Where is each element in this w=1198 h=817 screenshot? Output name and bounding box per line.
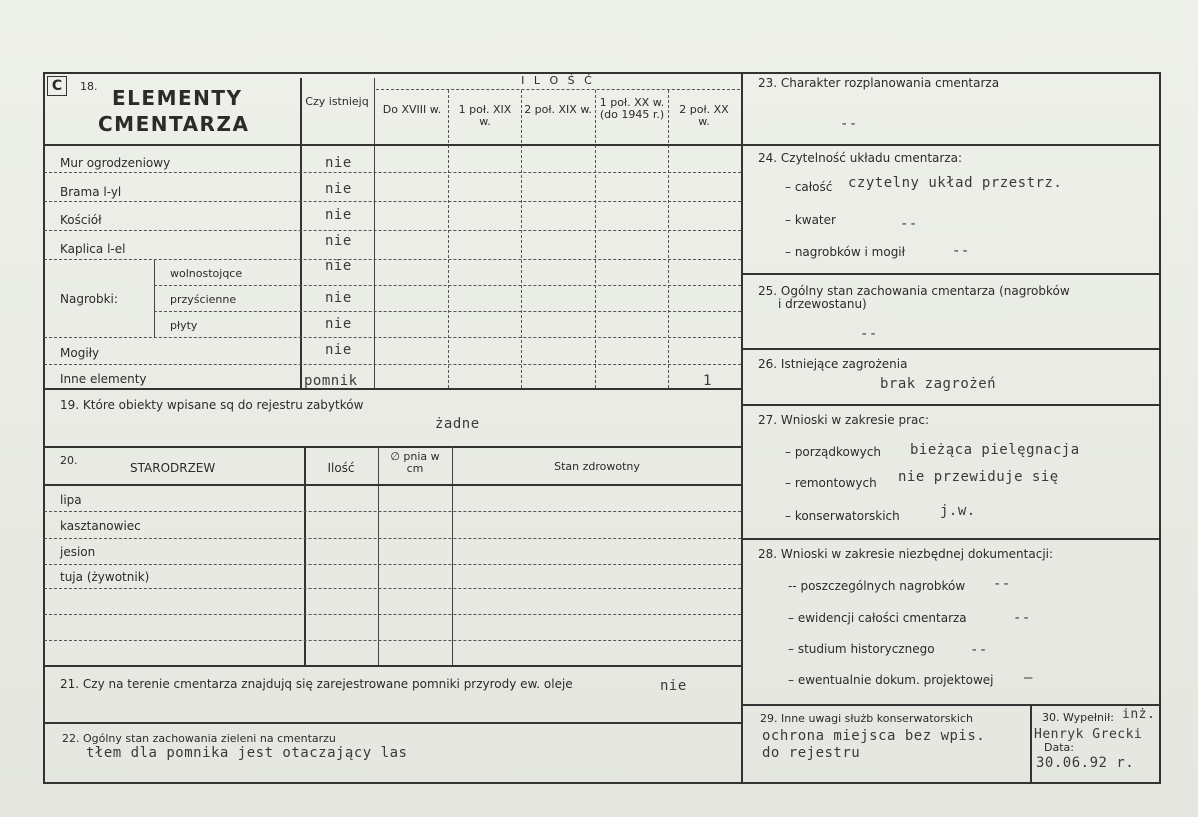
divider-nagrobki [154, 259, 155, 337]
section27-kons-label: – konserwatorskich [785, 509, 900, 523]
section29-value-line2: do rejestru [762, 745, 861, 761]
section27-porz-value: bieżąca pielęgnacja [910, 442, 1080, 458]
section28-item-2-value: -- [1013, 610, 1031, 626]
row-label-nagrobki: Nagrobki: [60, 292, 118, 306]
col-do-xviii: Do XVIII w. [382, 103, 442, 116]
section21-label: 21. Czy na terenie cmentarza znajdujq się zarejestrowane pomniki przyrody ew. oleje [60, 677, 573, 691]
section19-value: żadne [435, 416, 480, 432]
section27-porz-label: – porządkowych [785, 445, 881, 459]
section24-label: 24. Czytelność układu cmentarza: [758, 151, 963, 165]
divider-col-ilosc [374, 78, 375, 388]
row-rule [154, 285, 741, 286]
section20-number: 20. [60, 454, 78, 467]
row-rule [44, 337, 741, 338]
section24-nagrobkow-value: -- [952, 243, 970, 259]
section20-divider-1 [304, 446, 306, 665]
row-rule [44, 640, 741, 641]
section20-col-pnia: ∅ pnia w cm [390, 450, 440, 475]
section25-label-line2: i drzewostanu) [778, 297, 867, 311]
section25-label-line1: 25. Ogólny stan zachowania cmentarza (nagrobków [758, 284, 1070, 298]
section28-item-3-value: -- [970, 642, 988, 658]
value-inne: pomnik [304, 373, 358, 389]
section21-bottom-rule [44, 722, 741, 724]
section28-item-3-label: – studium historycznego [788, 642, 935, 656]
section20-col-ilosc: Ilość [327, 461, 355, 475]
section20-divider-3 [452, 446, 453, 665]
section23-bottom-rule [741, 144, 1160, 146]
section28-item-1-label: -- poszczególnych nagrobków [788, 579, 966, 593]
section27-kons-value: j.w. [940, 503, 976, 519]
section18-bottom-rule [44, 388, 741, 390]
row-rule [44, 564, 741, 565]
section18-title-line1: ELEMENTY [112, 86, 243, 110]
value-mur: nie [325, 155, 352, 171]
row-label-mur: Mur ogrodzeniowy [60, 156, 171, 170]
section25-value: -- [860, 326, 878, 342]
tree-row-tuja: tuja (żywotnik) [60, 570, 150, 584]
section21-value: nie [660, 678, 687, 694]
section20-header-rule [44, 484, 741, 486]
value-kosciol: nie [325, 207, 352, 223]
section19-bottom-rule [44, 446, 741, 448]
divider-col-czy [300, 78, 302, 388]
section-letter-box [47, 76, 67, 96]
col-2pol-xx: 2 poł. XX w. [679, 103, 729, 128]
divider-ilosc-2 [521, 90, 522, 388]
row-rule [44, 588, 741, 589]
section30-label: 30. Wypełnił: [1042, 711, 1114, 724]
row-label-inne: Inne elementy [60, 372, 147, 386]
col-1pol-xix: 1 poł. XIX w. [458, 103, 512, 128]
section24-calosc-value: czytelny układ przestrz. [848, 175, 1063, 191]
section-letter: C [51, 78, 63, 94]
row-label-plyty: płyty [170, 319, 198, 332]
section26-bottom-rule [741, 404, 1160, 406]
ilosc-header-rule [376, 89, 740, 90]
value-przyscienne: nie [325, 290, 352, 306]
row-label-kosciol: Kościół [60, 213, 102, 227]
section28-item-2-label: – ewidencji całości cmentarza [788, 611, 967, 625]
section24-kwater-value: -- [900, 216, 918, 232]
row-rule [44, 201, 741, 202]
section20-col-stan: Stan zdrowotny [554, 460, 640, 473]
section26-label: 26. Istniejące zagrożenia [758, 357, 908, 371]
row-rule [44, 230, 741, 231]
row-label-przyscienne: przyścienne [170, 293, 237, 306]
tree-row-lipa: lipa [60, 493, 82, 507]
section24-nagrobkow-label: – nagrobków i mogił [785, 245, 906, 259]
section25-bottom-rule [741, 348, 1160, 350]
col-1pol-xx: 1 poł. XX w. (do 1945 r.) [599, 96, 665, 121]
value-kaplica: nie [325, 233, 352, 249]
row-label-mogily: Mogiły [60, 346, 100, 360]
section22-label: 22. Ogólny stan zachowania zieleni na cmentarzu [62, 732, 336, 745]
divider-ilosc-4 [668, 90, 669, 388]
section28-label: 28. Wnioski w zakresie niezbędnej dokumentacji: [758, 547, 1054, 561]
section29-label: 29. Inne uwagi służb konserwatorskich [760, 712, 973, 725]
tree-row-jesion: jesion [60, 545, 96, 559]
row-rule [154, 311, 741, 312]
section22-value: tłem dla pomnika jest otaczający las [86, 745, 408, 761]
section28-bottom-rule [741, 704, 1160, 706]
section28-item-4-value: — [1024, 670, 1033, 686]
value-wolnostojace: nie [325, 258, 352, 274]
ilosc-header: I L O Ś Ć [521, 74, 595, 87]
row-label-brama: Brama l-yl [60, 185, 122, 199]
row-label-kaplica: Kaplica l-el [60, 242, 126, 256]
section27-rem-label: – remontowych [785, 476, 877, 490]
section24-kwater-label: – kwater [785, 213, 836, 227]
section19-label: 19. Które obiekty wpisane sq do rejestru zabytków [60, 398, 364, 412]
divider-main [741, 72, 743, 784]
section18-title-line2: CMENTARZA [98, 112, 250, 136]
section30-date-label: Data: [1044, 741, 1074, 754]
section27-rem-value: nie przewiduje się [898, 469, 1059, 485]
section18-number: 18. [80, 80, 98, 93]
section20-title: STARODRZEW [130, 461, 216, 475]
section26-value: brak zagrożeń [880, 376, 997, 392]
row-label-wolnostojace: wolnostojqce [170, 267, 243, 280]
section28-item-4-label: – ewentualnie dokum. projektowej [788, 673, 994, 687]
section23-value: -- [840, 116, 858, 132]
value-mogily: nie [325, 342, 352, 358]
section27-label: 27. Wnioski w zakresie prac: [758, 413, 930, 427]
row-rule [44, 511, 741, 512]
section23-label: 23. Charakter rozplanowania cmentarza [758, 76, 1000, 90]
row-rule [44, 172, 741, 173]
section24-calosc-label: – całość [785, 180, 833, 194]
tree-row-kasztanowiec: kasztanowiec [60, 519, 141, 533]
section20-bottom-rule [44, 665, 741, 667]
divider-ilosc-1 [448, 90, 449, 388]
section30-divider [1030, 704, 1032, 784]
section20-divider-2 [378, 446, 379, 665]
row-rule [44, 364, 741, 365]
section30-name: Henryk Grecki [1034, 727, 1143, 742]
section24-bottom-rule [741, 273, 1160, 275]
section29-value-line1: ochrona miejsca bez wpis. [762, 728, 986, 744]
value-inne-count: 1 [703, 373, 712, 389]
row-rule [44, 614, 741, 615]
section18-header-rule [44, 144, 741, 146]
row-rule [44, 538, 741, 539]
row-rule [44, 259, 741, 260]
value-brama: nie [325, 181, 352, 197]
section27-bottom-rule [741, 538, 1160, 540]
value-plyty: nie [325, 316, 352, 332]
section30-name-prefix: inż. [1122, 707, 1156, 722]
section28-item-1-value: -- [993, 576, 1011, 592]
col-czy-istnieje: Czy istniejq [305, 95, 369, 108]
col-2pol-xix: 2 poł. XIX w. [524, 103, 592, 116]
section30-date: 30.06.92 r. [1036, 755, 1135, 771]
divider-ilosc-3 [595, 90, 596, 388]
